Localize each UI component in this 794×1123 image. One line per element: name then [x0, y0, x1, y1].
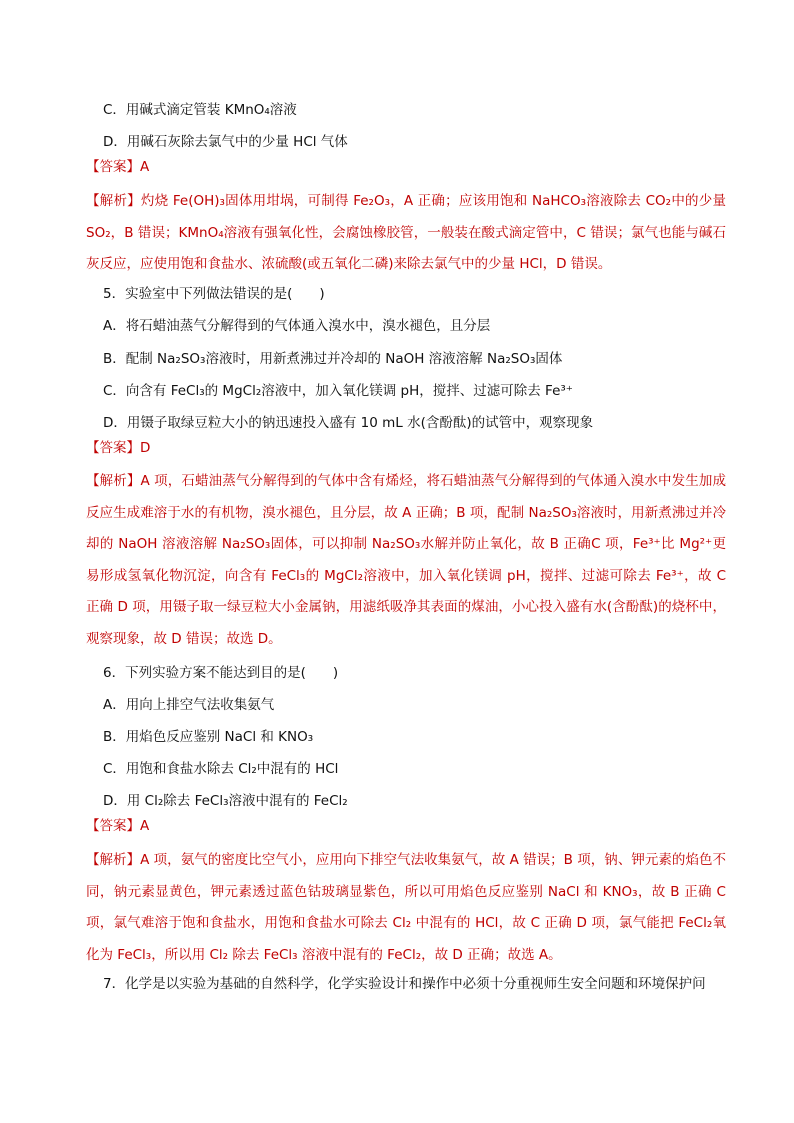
q4-option-d: D．用碱石灰除去氯气中的少量 HCl 气体 [103, 134, 348, 150]
q5-answer: 【答案】D [86, 440, 151, 456]
q4-answer: 【答案】A [86, 159, 150, 175]
q4-option-c: C．用碱式滴定管装 KMnO₄溶液 [103, 102, 297, 118]
q5-option-a: A．将石蜡油蒸气分解得到的气体通入溴水中，溴水褪色，且分层 [103, 318, 491, 334]
q6-stem: 6．下列实验方案不能达到目的是( ) [103, 665, 339, 681]
q6-option-d: D．用 Cl₂除去 FeCl₃溶液中混有的 FeCl₂ [103, 793, 348, 809]
q5-stem: 5．实验室中下列做法错误的是( ) [103, 286, 325, 302]
q5-option-d: D．用镊子取绿豆粒大小的钠迅速投入盛有 10 mL 水(含酚酞)的试管中，观察现象 [103, 415, 594, 431]
q5-option-c: C．向含有 FeCl₃的 MgCl₂溶液中，加入氧化镁调 pH，搅拌、过滤可除去 Fe³⁺ [103, 383, 573, 399]
q6-option-c: C．用饱和食盐水除去 Cl₂中混有的 HCl [103, 761, 339, 777]
q6-option-a: A．用向上排空气法收集氨气 [103, 697, 275, 713]
q6-answer: 【答案】A [86, 818, 150, 834]
q6-analysis: 【解析】A 项，氨气的密度比空气小，应用向下排空气法收集氨气，故 A 错误；B 项，钠、钾元素的焰色不同，钠元素显黄色，钾元素透过蓝色钴玻璃显紫色，所以可用焰色反应鉴别 NaCl 和 KNO₃，故 B 正确 C 项，氯气难溶于饱和食盐水，用饱和食盐水可除去 Cl₂ 中混有的 HCl，故 C 正确 D 项，氯气能把 FeCl₂氧化为 FeCl₃，所以用 Cl₂ 除去 FeCl₃ 溶液中混有的 FeCl₂，故 D 正确；故选 A。 [86, 852, 726, 963]
q6-option-b: B．用焰色反应鉴别 NaCl 和 KNO₃ [103, 729, 314, 745]
q7-stem: 7．化学是以实验为基础的自然科学，化学实验设计和操作中必须十分重视师生安全问题和环境保护问 [103, 976, 706, 992]
q5-option-b: B．配制 Na₂SO₃溶液时，用新煮沸过并冷却的 NaOH 溶液溶解 Na₂SO₃固体 [103, 351, 563, 367]
q5-analysis: 【解析】A 项，石蜡油蒸气分解得到的气体中含有烯烃，将石蜡油蒸气分解得到的气体通入溴水中发生加成反应生成难溶于水的有机物，溴水褪色，且分层，故 A 正确；B 项，配制 Na₂SO₃溶液时，用新煮沸过并冷却的 NaOH 溶液溶解 Na₂SO₃固体，可以抑制 Na₂SO₃水解并防止氧化，故 B 正确C 项，Fe³⁺比 Mg²⁺更易形成氢氧化物沉淀，向含有 FeCl₃的 MgCl₂溶液中，加入氧化镁调 pH，搅拌、过滤可除去 Fe³⁺，故 C 正确 D 项，用镊子取一绿豆粒大小金属钠，用滤纸吸净其表面的煤油，小心投入盛有水(含酚酞)的烧杯中，观察现象，故 D 错误；故选 D。 [86, 473, 726, 647]
q4-analysis: 【解析】灼烧 Fe(OH)₃固体用坩埚，可制得 Fe₂O₃，A 正确；应该用饱和 NaHCO₃溶液除去 CO₂中的少量 SO₂，B 错误；KMnO₄溶液有强氧化性，会腐蚀橡胶管，一般装在酸式滴定管中，C 错误；氯气也能与碱石灰反应，应使用饱和食盐水、浓硫酸(或五氧化二磷)来除去氯气中的少量 HCl，D 错误。 [86, 193, 726, 272]
